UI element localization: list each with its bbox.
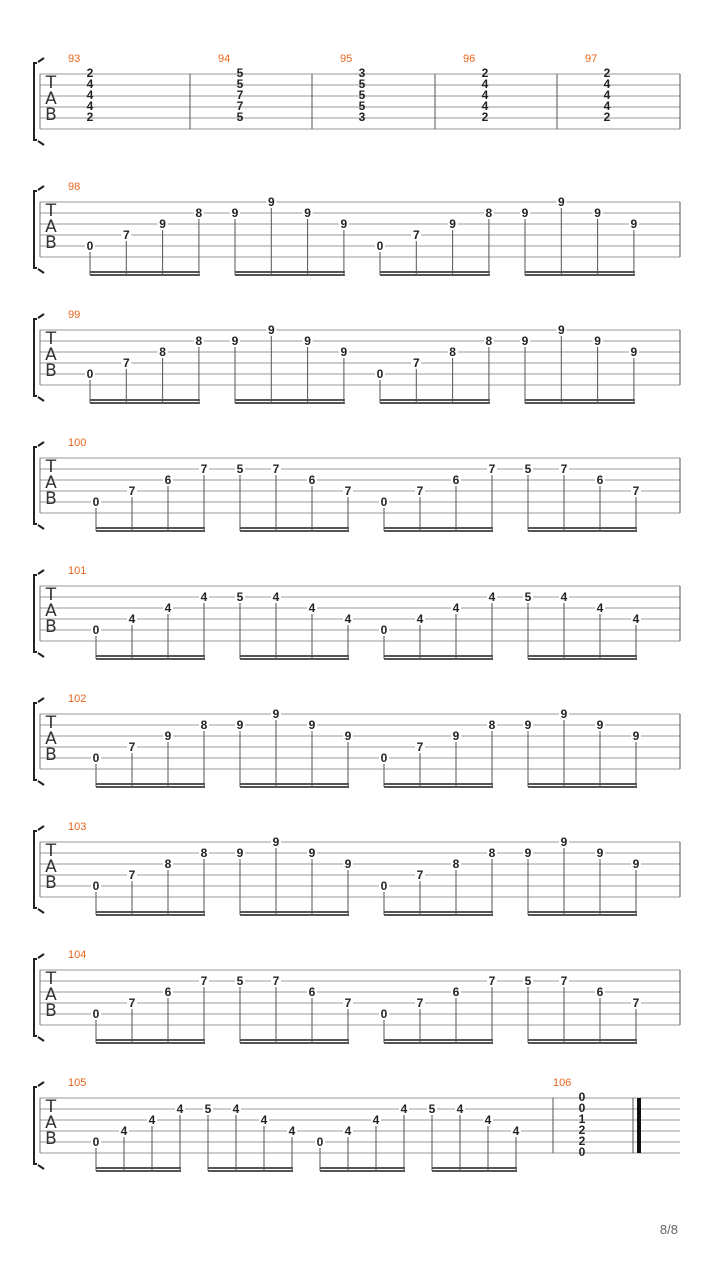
fret-number: 9	[236, 718, 244, 732]
bracket-hook	[38, 58, 44, 62]
fret-number: 9	[231, 334, 239, 348]
fret-number: 4	[603, 99, 611, 113]
fret-number: 7	[412, 228, 420, 242]
fret-number: 7	[128, 996, 136, 1010]
fret-number: 4	[148, 1113, 156, 1127]
fret-number: 0	[92, 879, 100, 893]
fret-number: 9	[340, 345, 348, 359]
fret-number: 0	[316, 1135, 324, 1149]
beam	[528, 658, 637, 660]
fret-number: 7	[560, 974, 568, 988]
beam	[528, 911, 637, 913]
beam	[240, 1042, 349, 1044]
fret-number: 6	[596, 473, 604, 487]
fret-number: 7	[632, 484, 640, 498]
tab-clef-letter: B	[45, 489, 57, 509]
fret-number: 6	[164, 985, 172, 999]
measure-number: 100	[68, 437, 87, 449]
fret-number: 9	[594, 206, 601, 220]
fret-number: 4	[512, 1124, 520, 1138]
fret-number: 6	[452, 473, 460, 487]
beam	[525, 274, 635, 276]
fret-number: 5	[236, 66, 244, 80]
beam	[235, 399, 345, 401]
fret-number: 5	[358, 77, 366, 91]
fret-number: 0	[86, 239, 94, 253]
beam	[384, 1042, 493, 1044]
fret-number: 4	[232, 1102, 240, 1116]
bracket-hook	[38, 442, 44, 446]
tab-clef-letter: A	[45, 217, 57, 237]
fret-number: 4	[128, 612, 136, 626]
fret-number: 9	[231, 206, 239, 220]
bracket-hook	[38, 141, 44, 145]
beam	[235, 274, 345, 276]
beam	[384, 530, 493, 532]
fret-number: 7	[344, 996, 352, 1010]
fret-number: 6	[308, 473, 316, 487]
fret-number: 7	[416, 484, 424, 498]
beam	[432, 1170, 517, 1172]
fret-number: 2	[481, 66, 489, 80]
fret-number: 9	[560, 707, 568, 721]
tab-clef-letter: A	[45, 345, 57, 365]
fret-number: 6	[164, 473, 172, 487]
fret-number: 2	[86, 66, 94, 80]
fret-number: 9	[632, 729, 640, 743]
fret-number: 7	[560, 462, 568, 476]
beam	[525, 271, 635, 273]
bracket-hook	[38, 269, 44, 273]
fret-number: 4	[481, 99, 489, 113]
system-bracket	[34, 831, 37, 908]
fret-number: 0	[578, 1090, 586, 1104]
fret-number: 5	[358, 88, 366, 102]
fret-number: 0	[92, 623, 100, 637]
beam	[90, 271, 200, 273]
tab-clef-letter: A	[45, 89, 57, 109]
fret-number: 0	[578, 1101, 586, 1115]
tab-clef-letter: T	[45, 73, 57, 93]
fret-number: 2	[578, 1123, 586, 1137]
fret-number: 9	[272, 835, 280, 849]
beam	[96, 786, 205, 788]
bracket-hook	[38, 698, 44, 702]
fret-number: 4	[488, 590, 496, 604]
bracket-hook	[38, 781, 44, 785]
fret-number: 5	[524, 590, 532, 604]
fret-number: 0	[376, 239, 384, 253]
beam	[96, 914, 205, 916]
beam	[320, 1167, 405, 1169]
fret-number: 5	[524, 462, 532, 476]
fret-number: 5	[236, 462, 244, 476]
fret-number: 9	[164, 729, 172, 743]
fret-number: 7	[236, 88, 244, 102]
beam	[235, 271, 345, 273]
tab-clef-letter: B	[45, 105, 57, 125]
fret-number: 8	[485, 206, 493, 220]
fret-number: 9	[344, 729, 352, 743]
system-bracket	[34, 575, 37, 652]
fret-number: 4	[596, 601, 604, 615]
fret-number: 0	[86, 367, 94, 381]
fret-number: 8	[488, 718, 496, 732]
fret-number: 9	[344, 857, 352, 871]
fret-number: 1	[578, 1112, 586, 1126]
beam	[380, 274, 490, 276]
fret-number: 9	[596, 718, 604, 732]
fret-number: 8	[195, 206, 203, 220]
fret-number: 7	[344, 484, 352, 498]
fret-number: 5	[524, 974, 532, 988]
fret-number: 9	[524, 718, 532, 732]
fret-number: 7	[236, 99, 244, 113]
system-bracket	[34, 1087, 37, 1164]
beam	[384, 786, 493, 788]
tab-clef-letter: B	[45, 1001, 57, 1021]
beam	[96, 783, 205, 785]
tab-clef-letter: B	[45, 873, 57, 893]
fret-number: 4	[164, 601, 172, 615]
fret-number: 3	[358, 66, 366, 80]
fret-number: 0	[92, 495, 100, 509]
bracket-hook	[38, 1165, 44, 1169]
tab-clef-letter: A	[45, 985, 57, 1005]
fret-number: 9	[308, 846, 316, 860]
measure-number: 102	[68, 693, 87, 705]
beam	[528, 914, 637, 916]
fret-number: 7	[128, 484, 136, 498]
fret-number: 5	[236, 77, 244, 91]
fret-number: 9	[449, 217, 456, 231]
fret-number: 2	[603, 66, 611, 80]
fret-number: 4	[200, 590, 208, 604]
fret-number: 7	[632, 996, 640, 1010]
beam	[240, 530, 349, 532]
measure-number: 101	[68, 565, 87, 577]
fret-number: 4	[481, 77, 489, 91]
fret-number: 0	[376, 367, 384, 381]
fret-number: 7	[416, 996, 424, 1010]
fret-number: 4	[416, 612, 424, 626]
measure-number: 104	[68, 949, 87, 961]
fret-number: 9	[159, 217, 166, 231]
beam	[240, 655, 349, 657]
fret-number: 7	[128, 868, 136, 882]
beam	[96, 655, 205, 657]
fret-number: 0	[92, 751, 100, 765]
fret-number: 4	[484, 1113, 492, 1127]
system-bracket	[34, 191, 37, 268]
beam	[384, 783, 493, 785]
beam	[96, 658, 205, 660]
fret-number: 4	[372, 1113, 380, 1127]
tab-clef-letter: B	[45, 745, 57, 765]
fret-number: 0	[92, 1135, 100, 1149]
beam	[380, 271, 490, 273]
fret-number: 4	[120, 1124, 128, 1138]
fret-number: 0	[92, 1007, 100, 1021]
fret-number: 0	[380, 623, 388, 637]
beam	[240, 911, 349, 913]
tab-clef-letter: T	[45, 585, 57, 605]
fret-number: 8	[449, 345, 456, 359]
beam	[528, 783, 637, 785]
beam	[320, 1170, 405, 1172]
fret-number: 6	[308, 985, 316, 999]
fret-number: 4	[260, 1113, 268, 1127]
fret-number: 4	[344, 1124, 352, 1138]
fret-number: 8	[164, 857, 172, 871]
measure-number: 98	[68, 181, 81, 193]
beam	[240, 783, 349, 785]
fret-number: 9	[521, 334, 529, 348]
fret-number: 7	[128, 740, 136, 754]
fret-number: 7	[412, 356, 420, 370]
beam	[96, 911, 205, 913]
tab-clef-letter: T	[45, 201, 57, 221]
fret-number: 0	[380, 1007, 388, 1021]
bracket-hook	[38, 397, 44, 401]
fret-number: 7	[200, 462, 208, 476]
fret-number: 3	[358, 110, 366, 124]
beam	[528, 530, 637, 532]
bracket-hook	[38, 826, 44, 830]
measure-number: 94	[218, 53, 231, 65]
beam	[96, 527, 205, 529]
beam	[384, 911, 493, 913]
fret-number: 9	[557, 195, 565, 209]
fret-number: 8	[488, 846, 496, 860]
beam	[208, 1167, 293, 1169]
fret-number: 4	[272, 590, 280, 604]
tab-clef-letter: A	[45, 601, 57, 621]
fret-number: 9	[630, 345, 638, 359]
beam	[528, 527, 637, 529]
tab-clef-letter: B	[45, 617, 57, 637]
fret-number: 4	[400, 1102, 408, 1116]
tab-clef-letter: T	[45, 713, 57, 733]
fret-number: 4	[632, 612, 640, 626]
fret-number: 2	[578, 1134, 586, 1148]
fret-number: 6	[452, 985, 460, 999]
measure-number: 96	[463, 53, 476, 65]
tab-clef-letter: T	[45, 329, 57, 349]
fret-number: 8	[195, 334, 203, 348]
beam	[528, 1042, 637, 1044]
fret-number: 8	[485, 334, 493, 348]
fret-number: 0	[380, 751, 388, 765]
tab-clef-letter: A	[45, 473, 57, 493]
tab-clef-letter: A	[45, 1113, 57, 1133]
fret-number: 9	[524, 846, 532, 860]
fret-number: 4	[603, 88, 611, 102]
beam	[384, 527, 493, 529]
system-bracket	[34, 63, 37, 140]
fret-number: 9	[632, 857, 640, 871]
fret-number: 9	[452, 729, 460, 743]
tab-clef-letter: A	[45, 857, 57, 877]
measure-number: 93	[68, 53, 81, 65]
fret-number: 2	[86, 110, 94, 124]
tab-clef-letter: T	[45, 969, 57, 989]
fret-number: 4	[86, 77, 94, 91]
beam	[96, 1039, 205, 1041]
beam	[525, 399, 635, 401]
fret-number: 4	[481, 88, 489, 102]
fret-number: 4	[176, 1102, 184, 1116]
beam	[384, 655, 493, 657]
system-bracket	[34, 959, 37, 1036]
bracket-hook	[38, 186, 44, 190]
fret-number: 4	[86, 99, 94, 113]
beam	[90, 402, 200, 404]
tab-clef-letter: B	[45, 1129, 57, 1149]
beam	[96, 1170, 181, 1172]
fret-number: 5	[428, 1102, 436, 1116]
beam	[384, 1039, 493, 1041]
system-bracket	[34, 447, 37, 524]
fret-number: 2	[603, 110, 611, 124]
fret-number: 5	[358, 99, 366, 113]
measure-number: 103	[68, 821, 87, 833]
measure-number: 105	[68, 1077, 87, 1089]
fret-number: 7	[488, 974, 496, 988]
fret-number: 7	[200, 974, 208, 988]
bracket-hook	[38, 314, 44, 318]
fret-number: 9	[596, 846, 604, 860]
measure-number: 106	[553, 1077, 572, 1089]
fret-number: 9	[557, 323, 565, 337]
bracket-hook	[38, 1082, 44, 1086]
beam	[384, 914, 493, 916]
page-number: 8/8	[659, 1222, 678, 1237]
fret-number: 7	[416, 740, 424, 754]
fret-number: 9	[521, 206, 529, 220]
bracket-hook	[38, 525, 44, 529]
beam	[240, 914, 349, 916]
fret-number: 4	[452, 601, 460, 615]
fret-number: 9	[308, 718, 316, 732]
beam	[240, 786, 349, 788]
beam	[96, 530, 205, 532]
beam	[240, 1039, 349, 1041]
bracket-hook	[38, 954, 44, 958]
fret-number: 9	[560, 835, 568, 849]
beam	[90, 274, 200, 276]
fret-number: 0	[380, 495, 388, 509]
fret-number: 0	[380, 879, 388, 893]
fret-number: 4	[456, 1102, 464, 1116]
bracket-hook	[38, 653, 44, 657]
fret-number: 7	[122, 228, 130, 242]
fret-number: 9	[304, 206, 311, 220]
beam	[90, 399, 200, 401]
beam	[240, 658, 349, 660]
fret-number: 9	[236, 846, 244, 860]
tab-clef-letter: A	[45, 729, 57, 749]
fret-number: 4	[603, 77, 611, 91]
fret-number: 4	[560, 590, 568, 604]
beam	[235, 402, 345, 404]
fret-number: 9	[304, 334, 311, 348]
beam	[384, 658, 493, 660]
beam	[240, 527, 349, 529]
beam	[96, 1042, 205, 1044]
fret-number: 7	[122, 356, 130, 370]
beam	[380, 402, 490, 404]
fret-number: 9	[630, 217, 638, 231]
fret-number: 5	[236, 110, 244, 124]
system-bracket	[34, 703, 37, 780]
beam	[528, 1039, 637, 1041]
tab-clef-letter: T	[45, 457, 57, 477]
fret-number: 9	[340, 217, 348, 231]
beam	[528, 786, 637, 788]
fret-number: 5	[236, 590, 244, 604]
tab-clef-letter: B	[45, 233, 57, 253]
fret-number: 7	[416, 868, 424, 882]
fret-number: 8	[200, 846, 208, 860]
fret-number: 7	[488, 462, 496, 476]
measure-number: 97	[585, 53, 598, 65]
fret-number: 7	[272, 974, 280, 988]
fret-number: 4	[86, 88, 94, 102]
bracket-hook	[38, 1037, 44, 1041]
fret-number: 5	[236, 974, 244, 988]
fret-number: 4	[344, 612, 352, 626]
fret-number: 9	[267, 195, 275, 209]
fret-number: 2	[481, 110, 489, 124]
tab-clef-letter: T	[45, 841, 57, 861]
system-bracket	[34, 319, 37, 396]
measure-number: 95	[340, 53, 353, 65]
fret-number: 0	[578, 1145, 586, 1159]
final-barline-thick	[637, 1098, 641, 1153]
fret-number: 4	[288, 1124, 296, 1138]
tab-clef-letter: B	[45, 361, 57, 381]
fret-number: 8	[200, 718, 208, 732]
beam	[208, 1170, 293, 1172]
fret-number: 9	[594, 334, 601, 348]
beam	[96, 1167, 181, 1169]
beam	[525, 402, 635, 404]
fret-number: 4	[308, 601, 316, 615]
fret-number: 9	[267, 323, 275, 337]
fret-number: 9	[272, 707, 280, 721]
beam	[380, 399, 490, 401]
fret-number: 5	[204, 1102, 212, 1116]
bracket-hook	[38, 909, 44, 913]
fret-number: 8	[159, 345, 166, 359]
measure-number: 99	[68, 309, 81, 321]
beam	[528, 655, 637, 657]
tab-clef-letter: T	[45, 1097, 57, 1117]
bracket-hook	[38, 570, 44, 574]
fret-number: 6	[596, 985, 604, 999]
fret-number: 7	[272, 462, 280, 476]
fret-number: 8	[452, 857, 460, 871]
beam	[432, 1167, 517, 1169]
